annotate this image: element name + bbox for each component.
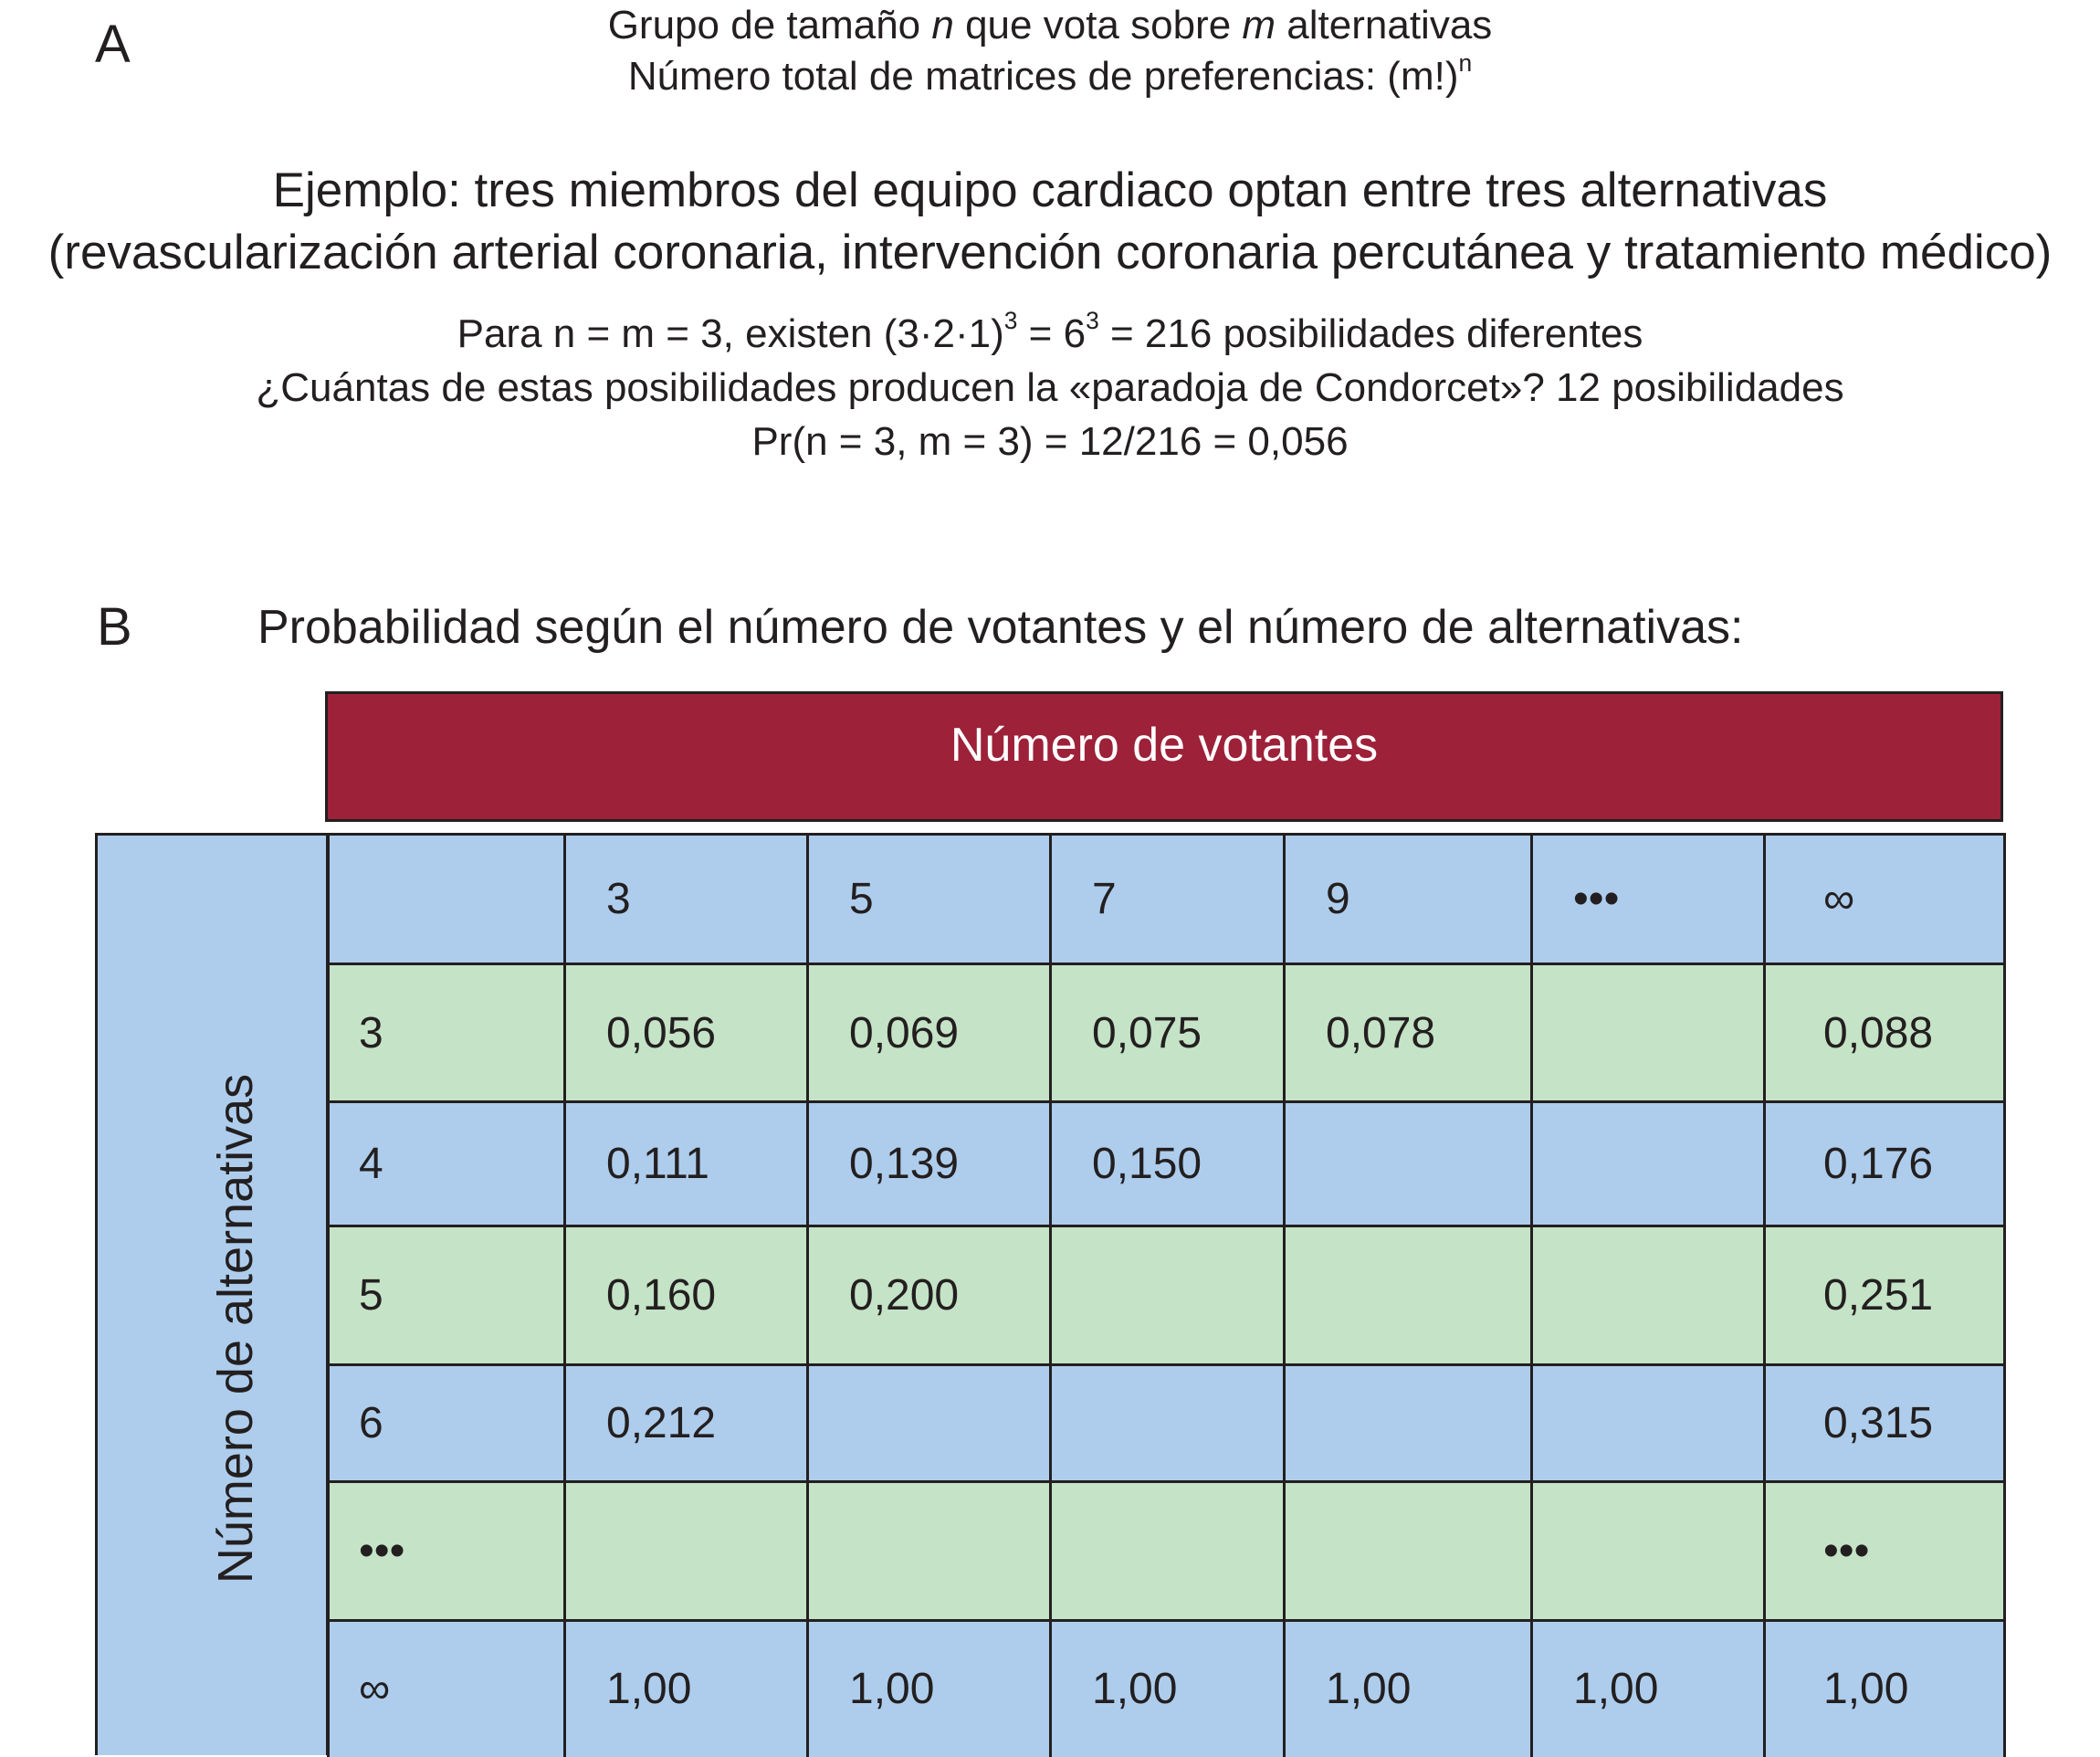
table-cell: 0,150	[1051, 1102, 1285, 1226]
table-cell: 1,00	[808, 1621, 1051, 1757]
table-cell	[808, 1365, 1051, 1482]
table-cell	[1051, 1482, 1285, 1621]
table-cell	[1532, 1482, 1765, 1621]
table-cell	[1532, 1102, 1765, 1226]
table-cell: 0,212	[565, 1365, 808, 1482]
table-cell: 1,00	[1532, 1621, 1765, 1757]
table-cell	[1532, 1365, 1765, 1482]
row-header-cell: 4	[329, 1102, 565, 1226]
table-cell: 0,111	[565, 1102, 808, 1226]
table-cell	[1532, 1226, 1765, 1365]
table-cell	[808, 1482, 1051, 1621]
table-cell: 0,160	[565, 1226, 808, 1365]
header-cell-voters-7: 7	[1051, 835, 1285, 964]
table-cell	[1051, 1226, 1285, 1365]
table-cell: 0,056	[565, 964, 808, 1102]
table-cell	[1532, 964, 1765, 1102]
row-header-cell: 5	[329, 1226, 565, 1365]
table-row	[329, 1482, 2005, 1621]
table-cell: 0,075	[1051, 964, 1285, 1102]
header-cell-voters-3: 3	[565, 835, 808, 964]
calc-line-condorcet: ¿Cuántas de estas posibilidades producen la «paradoja de Condorcet»? 12 posibilidades	[256, 365, 1844, 410]
row-header-cell: 3	[329, 964, 565, 1102]
panel-b-title: Probabilidad según el número de votantes y el número de alternativas:	[257, 601, 1744, 654]
calc-line-probability: Pr(n = 3, m = 3) = 12/216 = 0,056	[751, 419, 1349, 464]
table-header-row	[329, 835, 2005, 964]
table-cell: 0,251	[1765, 1226, 2005, 1365]
voters-header-bar: Número de votantes	[325, 691, 2003, 822]
alternatives-axis-label: Número de alternativas	[208, 1073, 263, 1584]
table-cell: 1,00	[1051, 1621, 1285, 1757]
table-cell	[1285, 1102, 1532, 1226]
table-cell: 0,176	[1765, 1102, 2005, 1226]
row-header-cell: 6	[329, 1365, 565, 1482]
table-cell: •••	[1765, 1482, 2005, 1621]
table-row	[329, 1365, 2005, 1482]
probability-table	[327, 833, 2006, 1757]
formula-line-group-size: Grupo de tamaño n que vota sobre m alternativas	[607, 3, 1493, 47]
header-cell-voters-ellipsis: •••	[1532, 835, 1765, 964]
table-cell: 0,139	[808, 1102, 1051, 1226]
table-cell: 1,00	[1285, 1621, 1532, 1757]
table-cell: 0,088	[1765, 964, 2005, 1102]
panel-b-label: B	[97, 597, 132, 657]
row-header-cell: ∞	[329, 1621, 565, 1757]
table-cell: 1,00	[565, 1621, 808, 1757]
table-row	[329, 1621, 2005, 1757]
calc-line-possibilities: Para n = m = 3, existen $(3\cdot 2\cdot 1)^3 = 6^3 = 216$ posibilidades diferentes	[457, 307, 1643, 356]
table-cell: 0,069	[808, 964, 1051, 1102]
header-cell-voters-infinity: ∞	[1765, 835, 2005, 964]
row-header-cell: •••	[329, 1482, 565, 1621]
table-cell	[565, 1482, 808, 1621]
table-row	[329, 1226, 2005, 1365]
table-cell: 0,200	[808, 1226, 1051, 1365]
header-cell-voters-9: 9	[1285, 835, 1532, 964]
header-cell-voters-5: 5	[808, 835, 1051, 964]
table-cell: 0,315	[1765, 1365, 2005, 1482]
example-line-1: Ejemplo: tres miembros del equipo cardiaco optan entre tres alternativas	[272, 163, 1828, 217]
panel-a-label: A	[95, 15, 131, 74]
table-cell	[1285, 1226, 1532, 1365]
table-row	[329, 964, 2005, 1102]
formula-line-total-matrices: Número total de matrices de preferencias: $(m!)^n$	[627, 49, 1473, 99]
header-cell-corner	[329, 835, 565, 964]
table-cell: 1,00	[1765, 1621, 2005, 1757]
table-cell: 0,078	[1285, 964, 1532, 1102]
example-line-2: (revascularización arterial coronaria, intervención coronaria percutánea y tratamiento médico)	[47, 226, 2053, 279]
table-cell	[1051, 1365, 1285, 1482]
table-row	[329, 1102, 2005, 1226]
table-cell	[1285, 1482, 1532, 1621]
table-cell	[1285, 1365, 1532, 1482]
